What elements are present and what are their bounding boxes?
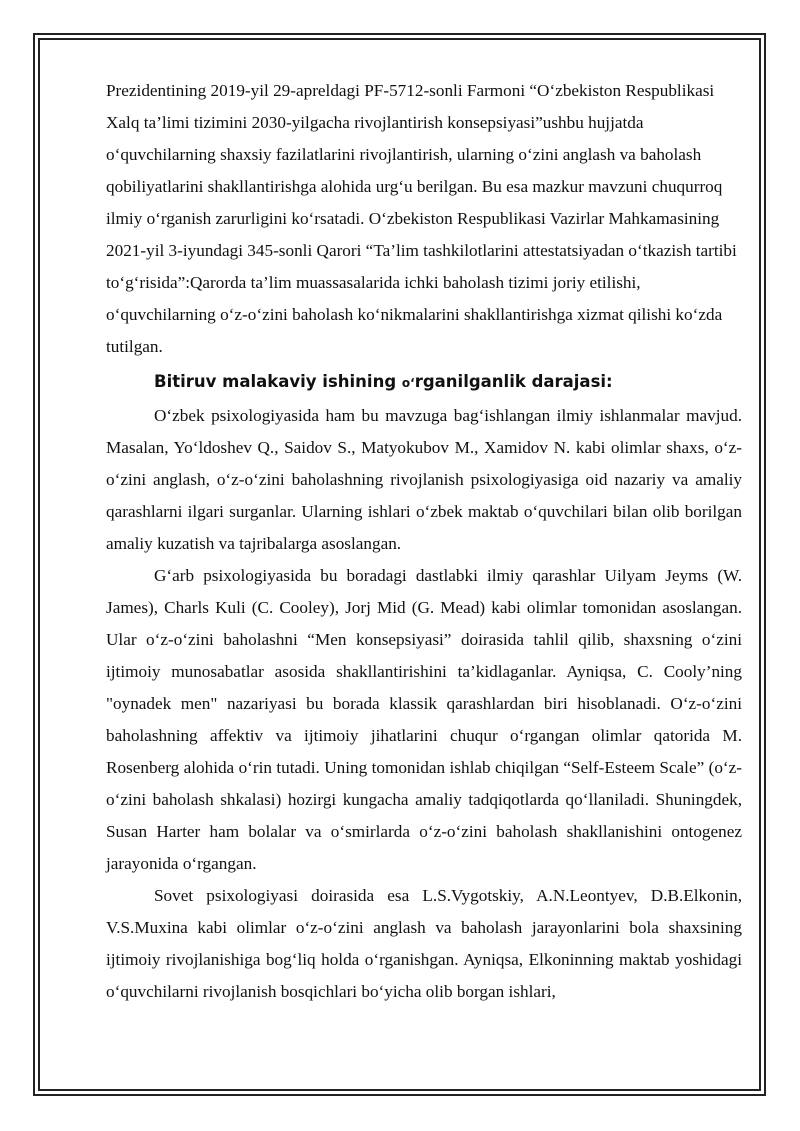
paragraph-uzbek-psychology: O‘zbek psixologiyasida ham bu mavzuga bag‘ishlangan ilmiy ishlanmalar mavjud. Masalan, Yo‘ldoshev Q., Saidov S., Matyokubov M., Xamidov N. kabi olimlar shaxs, o‘z-o‘zini anglash, o‘z-o‘zini baholashning rivojlanish psixologiyasiga oid nazariy va amaliy qarashlarni ilgari surganlar. Ularning ishlari o‘zbek maktab o‘quvchilari bilan olib borilgan amaliy kuzatish va tajribalarga asoslangan.	[106, 406, 742, 553]
paragraph-western-psychology: G‘arb psixologiyasida bu boradagi dastlabki ilmiy qarashlar Uilyam Jeyms (W. James), Charls Kuli (C. Cooley), Jorj Mid (G. Mead) kabi olimlar tomonidan asoslangan. Ular o‘z-o‘zini baholashni “Men konsepsiyasi” doirasida tahlil qilib, shaxsning o‘zini ijtimoiy munosabatlar asosida shakllantirishini ta’kidlaganlar. Ayniqsa, C. Cooly’ning "oynadek men" nazariyasi bu borada klassik qarashlardan biri hisoblanadi. O‘z-o‘zini baholashning affektiv va ijtimoiy jihatlarini chuqur o‘rgangan olimlar qatorida M. Rosenberg alohida o‘rin tutadi. Uning tomonidan ishlab chiqilgan “Self-Esteem Scale” (o‘z-o‘zini baholash shkalasi) hozirgi kungacha amaliy tadqiqotlarda qo‘llaniladi. Shuningdek, Susan Harter ham bolalar va o‘smirlarda o‘z-o‘zini baholash shakllanishini ontogenez jarayonida o‘rgangan.	[106, 566, 742, 873]
section-heading-part2: rganilganlik darajasi:	[414, 372, 613, 391]
document-body	[106, 75, 742, 1008]
paragraph-intro: Prezidentining 2019-yil 29-apreldagi PF-5712-sonli Farmoni “O‘zbekiston Respublikasi Xalq ta’limi tizimini 2030-yilgacha rivojlantirish konsepsiyasi”ushbu hujjatda o‘quvchilarning shaxsiy fazilatlarini rivojlantirish, ularning o‘zini anglash va baholash qobiliyatlarini shakllantirishga alohida urg‘u berilgan. Bu esa mazkur mavzuni chuqurroq ilmiy o‘rganish zarurligini ko‘rsatadi. O‘zbekiston Respublikasi Vazirlar Mahkamasining 2021-yil 3-iyundagi 345-sonli Qarori “Ta’lim tashkilotlarini attestatsiyadan o‘tkazish tartibi to‘g‘risida”:Qarorda ta’lim muassasalarida ichki baholash tizimi joriy etilishi, o‘quvchilarning o‘z-o‘zini baholash ko‘nikmalarini shakllantirishga xizmat qilishi ko‘zda tutilgan.	[106, 81, 737, 356]
section-heading-part1: Bitiruv malakaviy ishining	[154, 372, 402, 391]
paragraph-soviet-psychology: Sovet psixologiyasi doirasida esa L.S.Vygotskiy, A.N.Leontyev, D.B.Elkonin, V.S.Muxina kabi olimlar o‘z-o‘zini anglash va baholash jarayonlarini bola shaxsining ijtimoiy rivojlanishiga bog‘liq holda o‘rganishgan. Ayniqsa, Elkoninning maktab yoshidagi o‘quvchilarni rivojlanish bosqichlari bo‘yicha olib borgan ishlari,	[106, 886, 742, 1001]
section-heading-small-letter: o‘	[401, 376, 415, 390]
section-heading	[106, 365, 742, 400]
